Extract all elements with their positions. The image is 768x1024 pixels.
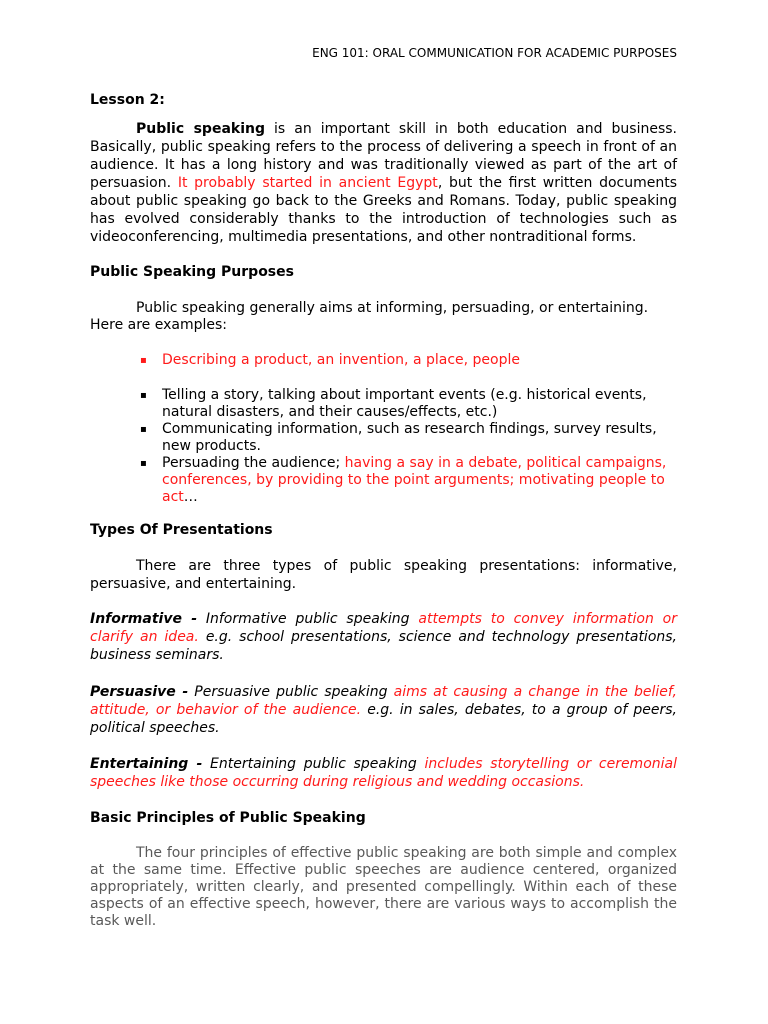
- purposes-intro: Public speaking generally aims at informing, persuading, or entertaining. Here are examples:: [90, 300, 649, 333]
- lesson-title: Lesson 2:: [90, 92, 165, 108]
- bullet-icon: ▪: [140, 424, 147, 435]
- persuasive-label: Persuasive -: [90, 684, 189, 700]
- bullet-icon: ▪: [140, 390, 147, 401]
- bullet-icon: ▪: [140, 458, 147, 469]
- intro-text-1: is an important skill in both education and business. Basically, public speaking refers to the process of delivering a speech in front of an audience. It has a long history and was traditionally viewed as part of the art of persuasion.: [90, 121, 677, 191]
- bullet-icon: ▪: [140, 355, 147, 366]
- purposes-heading: Public Speaking Purposes: [90, 264, 294, 280]
- entertaining-label: Entertaining -: [90, 756, 203, 772]
- purposes-list-1: [90, 352, 677, 369]
- intro-text-2: , but the first written documents about public speaking go back to the Greeks and Romans. Today, public speaking has evolved considerably thanks to the introduction of technologies such as videoconferencing, multimedia presentations, and other nontraditional forms.: [90, 175, 677, 245]
- types-heading: Types Of Presentations: [90, 522, 273, 538]
- informative-paragraph: Informative - Informative public speaking attempts to convey information or clarify an idea. e.g. school presentations, science and technology presentations, business seminars.: [90, 611, 678, 663]
- principles-heading: Basic Principles of Public Speaking: [90, 810, 366, 826]
- purposes-list-2: [90, 387, 677, 506]
- list-item: ▪ Persuading the audience; having a say in a debate, political campaigns, conferences, by providing to the point arguments; motivating people to act…: [140, 455, 667, 505]
- course-header: ENG 101: ORAL COMMUNICATION FOR ACADEMIC PURPOSES: [312, 46, 677, 60]
- types-intro: There are three types of public speaking presentations: informative, persuasive, and entertaining.: [90, 558, 677, 592]
- informative-label: Informative -: [90, 611, 198, 627]
- list-item: ▪ Describing a product, an invention, a place, people: [140, 352, 520, 368]
- intro-paragraph: [90, 120, 677, 246]
- list-item: ▪ Communicating information, such as research findings, survey results, new products.: [140, 421, 657, 454]
- list-item: ▪ Telling a story, talking about important events (e.g. historical events, natural disasters, and their causes/effects, etc.): [140, 387, 647, 420]
- principles-paragraph: The four principles of effective public speaking are both simple and complex at the same time. Effective public speeches are audience centered, organized appropriately, written clearly, and presented compellingly. Within each of these aspects of an effective speech, however, there are various ways to accomplish the task well.: [90, 845, 677, 929]
- entertaining-paragraph: Entertaining - Entertaining public speaking includes storytelling or ceremonial speeches like those occurring during religious and wedding occasions.: [90, 756, 677, 790]
- persuasive-paragraph: Persuasive - Persuasive public speaking aims at causing a change in the belief, attitude, or behavior of the audience. e.g. in sales, debates, to a group of peers, political speeches.: [90, 684, 677, 736]
- intro-highlight: It probably started in ancient Egypt: [177, 175, 438, 191]
- intro-term: Public speaking: [136, 121, 265, 137]
